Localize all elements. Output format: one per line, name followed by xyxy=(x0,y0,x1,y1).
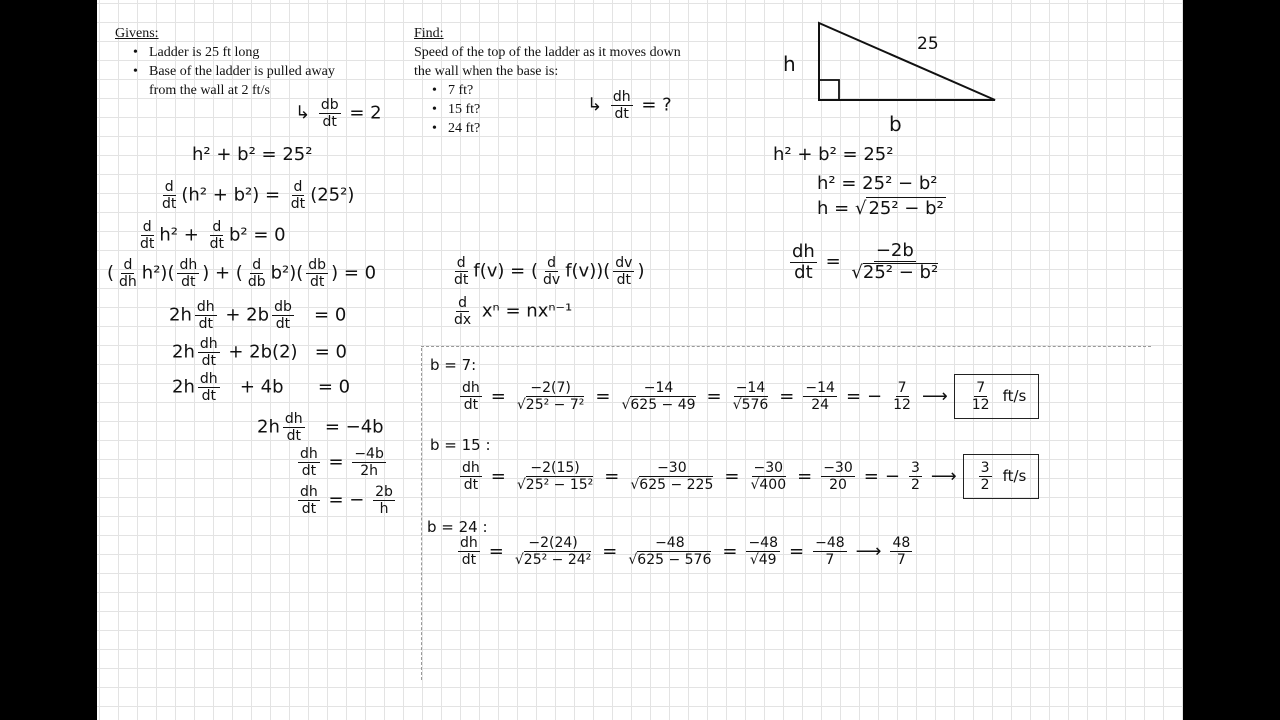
arrow-right-icon: ⟶ xyxy=(930,465,957,487)
derivative-step-5: 2h $\frac{dh}{dt}$ + 2b $\frac{db}{dt}$ = 0 xyxy=(169,299,347,332)
find-item: • 15 ft? xyxy=(432,100,694,119)
triangle-base-label: b xyxy=(889,112,902,136)
dashed-divider-vertical xyxy=(421,348,422,680)
find-rate-note: ↳ $\frac{dh}{dt}$ = ? xyxy=(587,89,672,122)
givens-section xyxy=(115,24,345,100)
case-b24-computation: $\frac{dh}{dt}$ = $\frac{-2(24)}{\text{√25² − 24²}}$ = $\frac{-48}{√625 - 576}$ = $\frac{-48}{√49}$ = $\frac{-48}{7}$ ⟶ $\frac{48}{7}$ xyxy=(460,535,911,568)
derivative-step-8: 2h $\frac{dh}{dt}$ = −4b xyxy=(257,411,384,444)
left-pythagorean-equation: h² + b² = 25² xyxy=(192,144,313,165)
h-squared-equation: h² = 25² − b² xyxy=(817,173,938,194)
find-item: • 24 ft? xyxy=(432,119,694,138)
arrow-right-icon: ⟶ xyxy=(921,385,948,407)
triangle-height-label: h xyxy=(783,52,796,76)
chain-rule-formula: $\frac{d}{dt}$ f(v) = ( $\frac{d}{dv}$ f(v))( $\frac{dv}{dt}$ ) xyxy=(454,255,645,288)
triangle-hypotenuse-label: 25 xyxy=(917,34,939,54)
derivative-step-10: $\frac{dh}{dt}$ = − $\frac{2b}{h}$ xyxy=(300,484,393,517)
h-equation: h = √ 25² − b² xyxy=(817,198,944,219)
pythagorean-equation: h² + b² = 25² xyxy=(773,144,894,165)
case-label: b = 24 : xyxy=(427,518,488,536)
case-b7-computation: $\frac{dh}{dt}$ = $\frac{-2(7)}{\text{√25² − 7²}}$ = $\frac{-14}{√625 - 49}$ = $\frac{-14}{√576}$ = $\frac{-14}{24}$ = − $\frac{7}{12}$ ⟶ $\frac{7}{12}$ ft/s xyxy=(457,374,1039,419)
case-label: b = 15 : xyxy=(430,436,491,454)
answer-box: $\frac{3}{2}$ ft/s xyxy=(963,454,1040,499)
differentiate-both-sides: $\frac{d}{dt}$ (h² + b²) = $\frac{d}{dt}$ (25²) xyxy=(162,179,355,212)
find-item: • 7 ft? xyxy=(432,81,694,100)
chain-rule-step: ( $\frac{d}{dh}$ h²)( $\frac{dh}{dt}$ ) + ( $\frac{d}{db}$ b²)( $\frac{db}{dt}$ ) = 0 xyxy=(107,257,377,290)
arrow-icon: ↳ xyxy=(295,102,311,124)
given-item: • Ladder is 25 ft long xyxy=(133,43,345,62)
dh-dt-general-formula: $\frac{dh}{dt}$ = $\frac{-2b}{\text{√25² − b²}}$ xyxy=(792,240,939,283)
find-text: Speed of the top of the ladder as it moves down the wall when the base is: xyxy=(414,45,681,79)
right-triangle-diagram xyxy=(777,10,1037,140)
givens-title: Givens: xyxy=(115,26,159,41)
arrow-icon: ↳ xyxy=(587,94,603,116)
find-title: Find: xyxy=(414,26,444,41)
case-label: b = 7: xyxy=(430,356,477,374)
answer-value: $\frac{48}{7}$ xyxy=(892,535,911,568)
derivative-step-9: $\frac{dh}{dt}$ = $\frac{-4b}{2h}$ xyxy=(300,446,384,479)
derivative-step-7: 2h $\frac{dh}{dt}$ + 4b = 0 xyxy=(172,371,351,404)
notebook-page xyxy=(97,0,1183,720)
arrow-right-icon: ⟶ xyxy=(855,540,882,562)
case-b15-computation: $\frac{dh}{dt}$ = $\frac{-2(15)}{\text{√25² − 15²}}$ = $\frac{-30}{√625 - 225}$ = $\frac{-30}{√400}$ = $\frac{-30}{20}$ = − $\frac{3}{2}$ ⟶ $\frac{3}{2}$ ft/s xyxy=(457,454,1039,499)
dashed-divider-horizontal xyxy=(421,346,1151,347)
given-rate-note: ↳ $\frac{db}{dt}$ = 2 xyxy=(295,97,382,130)
power-rule-formula: $\frac{d}{dx}$ xⁿ = nxⁿ⁻¹ xyxy=(454,295,573,328)
sum-rule-step: $\frac{d}{dt}$ h² + $\frac{d}{dt}$ b² = 0 xyxy=(140,219,286,252)
given-item: • Base of the ladder is pulled away from the wall at 2 ft/s xyxy=(133,62,345,100)
answer-box: $\frac{7}{12}$ ft/s xyxy=(954,374,1040,419)
derivative-step-6: 2h $\frac{dh}{dt}$ + 2b(2) = 0 xyxy=(172,336,347,369)
